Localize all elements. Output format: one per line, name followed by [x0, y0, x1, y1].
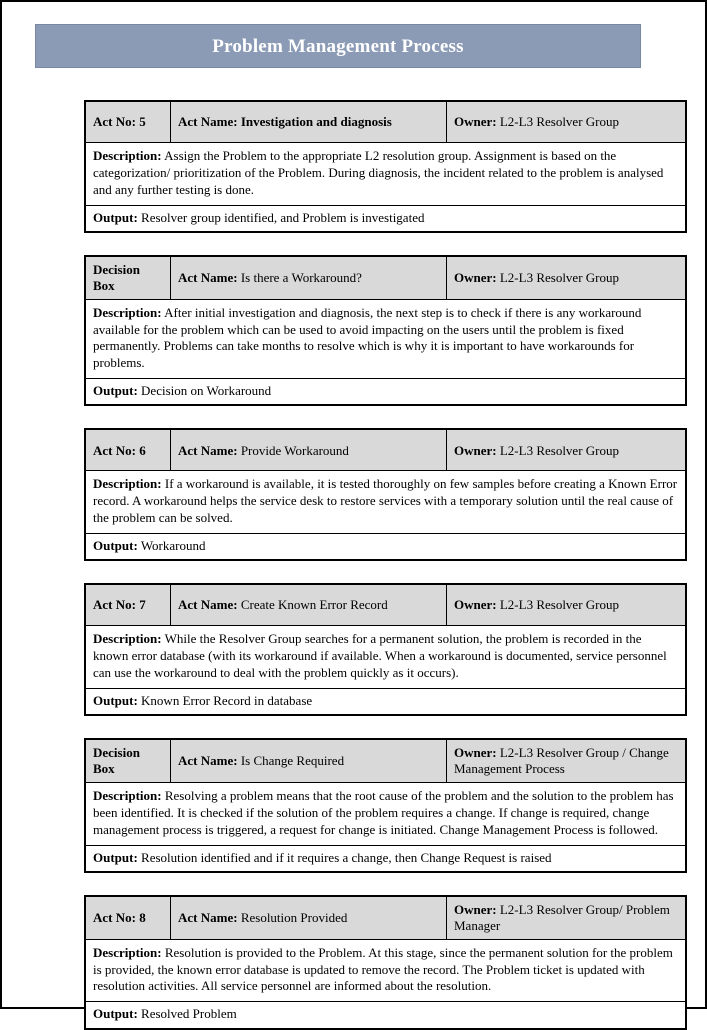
table-header-row [85, 739, 686, 782]
act-number-label: Act No: 7 [93, 597, 146, 613]
output-cell [85, 845, 686, 872]
description-cell [85, 939, 686, 1002]
description-value: Resolving a problem means that the root cause of the problem and the solution to the problem has been identified. It is checked if the solution of the problem requires a change. If change is required, change management process is triggered, a request for change is initiated. Change Management Process is followed. [93, 788, 674, 837]
act-number-cell [85, 256, 171, 299]
act-name-value: Resolution Provided [240, 909, 348, 925]
description-value: Resolution is provided to the Problem. At this stage, since the permanent solution for the problem is provided, the known error database is updated to remove the record. The Problem ticket is updated with resolution activities. All service personnel are informed about the resolution. [93, 944, 673, 994]
description-row [85, 471, 686, 534]
act-number-cell [85, 429, 171, 471]
description-value: After initial investigation and diagnosis, the next step is to check if there is any workaround available for the problem which can be used to avoid impacting on the users until the problem is fixed permanently. Problems can take months to resolve which is why it is important to have workarounds for problems. [93, 304, 642, 371]
description-label: Description: [93, 476, 162, 492]
act-name-value: Investigation and diagnosis [240, 114, 392, 130]
owner-cell [447, 101, 687, 143]
output-row [85, 689, 686, 716]
activity-table [84, 100, 687, 233]
description-label: Description: [93, 304, 162, 320]
description-value: Assign the Problem to the appropriate L2 resolution group. Assignment is based on the categorization/ prioritization of the Problem. During diagnosis, the incident related to the problem is analysed and any further testing is done. [93, 148, 664, 197]
act-name-label: Act Name: [178, 442, 238, 458]
activity-table [84, 428, 687, 561]
output-label: Output: [93, 209, 138, 225]
output-label: Output: [93, 538, 138, 554]
description-row [85, 939, 686, 1002]
owner-label: Owner: [454, 901, 497, 917]
act-number-label: Decision Box [93, 745, 140, 777]
owner-label: Owner: [454, 114, 497, 130]
owner-cell [447, 429, 687, 471]
owner-value: L2-L3 Resolver Group / Change Management Process [454, 745, 669, 777]
owner-cell [447, 739, 687, 782]
act-name-cell [171, 256, 447, 299]
description-cell [85, 783, 686, 846]
owner-value: L2-L3 Resolver Group [499, 597, 619, 613]
description-row [85, 626, 686, 689]
act-name-label: Act Name: [178, 114, 238, 130]
activity-table [84, 895, 687, 1030]
output-cell [85, 379, 686, 406]
description-cell [85, 143, 686, 206]
table-header-row [85, 896, 686, 939]
description-row [85, 143, 686, 206]
act-number-cell [85, 739, 171, 782]
act-name-value: Is Change Required [240, 753, 345, 769]
act-name-label: Act Name: [178, 269, 238, 285]
output-value: Resolution identified and if it requires a change, then Change Request is raised [141, 849, 552, 865]
output-value: Resolved Problem [141, 1006, 237, 1022]
act-name-cell [171, 584, 447, 626]
act-number-cell [85, 101, 171, 143]
output-value: Workaround [140, 538, 206, 554]
owner-label: Owner: [454, 597, 497, 613]
act-name-cell [171, 101, 447, 143]
output-row [85, 845, 686, 872]
act-number-label: Act No: 8 [93, 909, 146, 925]
table-header-row [85, 429, 686, 471]
output-row [85, 379, 686, 406]
description-row [85, 299, 686, 379]
description-label: Description: [93, 944, 162, 960]
act-number-cell [85, 584, 171, 626]
output-value: Decision on Workaround [141, 383, 272, 399]
act-name-label: Act Name: [178, 753, 238, 769]
owner-value: L2-L3 Resolver Group [499, 442, 619, 458]
output-value: Resolver group identified, and Problem is investigated [141, 209, 425, 225]
activity-table [84, 738, 687, 873]
description-cell [85, 471, 686, 534]
act-name-value: Is there a Workaround? [240, 269, 362, 285]
act-name-label: Act Name: [178, 909, 238, 925]
act-name-value: Provide Workaround [240, 442, 349, 458]
activity-table [84, 583, 687, 716]
description-value: While the Resolver Group searches for a permanent solution, the problem is recorded in the known error database (with its workaround if available. When a workaround is documented, service personnel can use the workaround to deal with the problem quickly as it occurs). [93, 631, 667, 681]
act-name-cell [171, 429, 447, 471]
document-title-banner [35, 24, 641, 68]
act-name-label: Act Name: [178, 597, 238, 613]
output-label: Output: [93, 849, 138, 865]
owner-label: Owner: [454, 269, 497, 285]
table-header-row [85, 584, 686, 626]
output-cell [85, 689, 686, 716]
owner-value: L2-L3 Resolver Group [499, 269, 619, 285]
output-label: Output: [93, 383, 138, 399]
description-row [85, 783, 686, 846]
owner-value: L2-L3 Resolver Group/ Problem Manager [454, 901, 670, 933]
owner-label: Owner: [454, 442, 497, 458]
owner-cell [447, 584, 687, 626]
act-number-cell [85, 896, 171, 939]
owner-value: L2-L3 Resolver Group [499, 114, 619, 130]
act-name-cell [171, 896, 447, 939]
output-value: Known Error Record in database [141, 693, 313, 709]
output-row [85, 205, 686, 232]
act-number-label: Act No: 6 [93, 442, 146, 458]
owner-cell [447, 896, 687, 939]
output-cell [85, 534, 686, 561]
activity-tables-container [84, 100, 678, 1030]
owner-cell [447, 256, 687, 299]
description-value: If a workaround is available, it is tested thoroughly on few samples before creating a Known Error record. A workaround helps the service desk to restore services with a temporary solution until the real cause of the problem can be solved. [93, 476, 678, 526]
act-name-value: Create Known Error Record [240, 597, 388, 613]
output-row [85, 534, 686, 561]
description-cell [85, 626, 686, 689]
description-label: Description: [93, 788, 162, 804]
output-label: Output: [93, 693, 138, 709]
owner-label: Owner: [454, 745, 497, 761]
table-header-row [85, 256, 686, 299]
output-label: Output: [93, 1006, 138, 1022]
description-cell [85, 299, 686, 379]
act-number-label: Act No: 5 [93, 114, 146, 130]
description-label: Description: [93, 631, 162, 647]
activity-table [84, 255, 687, 407]
output-cell [85, 1002, 686, 1029]
act-number-label: Decision Box [93, 261, 140, 293]
output-cell [85, 205, 686, 232]
description-label: Description: [93, 148, 162, 163]
page-title: Problem Management Process [212, 35, 464, 57]
act-name-cell [171, 739, 447, 782]
output-row [85, 1002, 686, 1029]
table-header-row [85, 101, 686, 143]
